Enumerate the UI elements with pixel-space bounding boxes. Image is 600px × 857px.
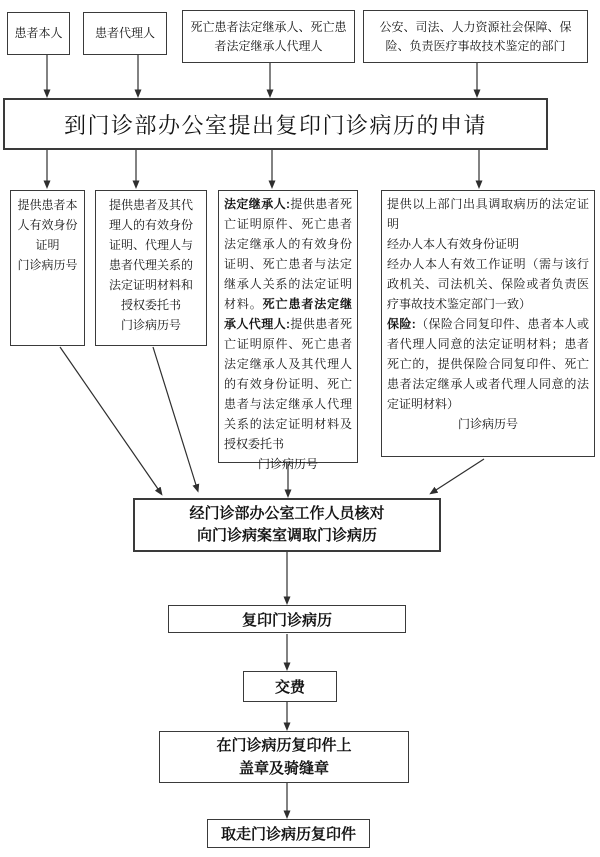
requirement-department-line2: 经办人本人有效身份证明 (387, 237, 520, 251)
requirement-patient-record-no: 门诊病历号 (17, 258, 78, 272)
requirement-agent-body: 提供患者及其代理人的有效身份证明、代理人与患者代理关系的法定证明材料和授权委托书 (108, 198, 193, 312)
requirement-department-record-no: 门诊病历号 (457, 417, 518, 431)
source-label-departments: 公安、司法、人力资源社会保障、保险、负责医疗事故技术鉴定的部门 (379, 19, 572, 53)
source-label-agent: 患者代理人 (94, 26, 155, 40)
requirement-heir-body1: 提供患者死亡证明原件、死亡患者法定继承人的有效身份证明、死亡患者与法定继承人关系的法定证明材料。 (224, 197, 352, 311)
requirement-agent-record-no: 门诊病历号 (120, 318, 181, 332)
requirement-heir-text (224, 194, 352, 454)
copy-step-box (168, 605, 406, 633)
requirement-box-patient (10, 190, 85, 346)
requirement-box-heir (218, 190, 358, 471)
requirement-department-line1: 提供以上部门出具调取病历的法定证明 (387, 197, 589, 231)
requirement-heir-heading1: 法定继承人: (224, 197, 290, 211)
verify-line1: 经门诊部办公室工作人员核对 (189, 505, 385, 522)
stamp-step-line1: 在门诊病历复印件上 (216, 737, 352, 754)
source-box-departments (363, 10, 588, 63)
verify-line2: 向门诊病案室调取门诊病历 (196, 527, 377, 544)
take-step-label: 取走门诊病历复印件 (220, 826, 356, 843)
arrow-req-agent-to-verify (153, 347, 196, 485)
arrow-req-patient-to-verify (60, 347, 158, 489)
requirement-department-insurance (387, 314, 589, 414)
take-step-box (207, 819, 370, 848)
source-box-heirs (182, 10, 355, 63)
requirement-box-department (381, 190, 595, 457)
pay-step-box (243, 671, 337, 702)
stamp-step-line2: 盖章及骑缝章 (238, 760, 329, 777)
requirement-heir-body2: 提供患者死亡证明原件、死亡患者法定继承人及其代理人的有效身份证明、死亡患者与法定继承人代理关系的法定证明材料及授权委托书 (224, 317, 352, 451)
verify-label (189, 503, 384, 547)
requirement-department-insurance-body: （保险合同复印件、患者本人或者代理人同意的法定证明材料；患者死亡的，提供保险合同复印件、死亡患者法定继承人或者代理人同意的法定证明材料） (387, 317, 589, 411)
requirement-department-line3: 经办人本人有效工作证明（需与该行政机关、司法机关、保险或者负责医疗事故技术鉴定部门一致） (387, 257, 589, 311)
source-box-patient (7, 12, 70, 55)
arrow-req-department-to-verify (436, 459, 484, 490)
requirement-patient-body: 提供患者本人有效身份证明 (17, 198, 78, 252)
source-box-agent (83, 12, 167, 55)
copy-step-label: 复印门诊病历 (241, 611, 332, 629)
source-label-heirs: 死亡患者法定继承人、死亡患者法定继承人代理人 (190, 19, 347, 53)
requirement-heir-heading2: 死亡患者法定继承人代理人: (224, 297, 352, 331)
source-label-patient: 患者本人 (14, 26, 63, 40)
requirement-box-agent (95, 190, 207, 346)
requirement-department-insurance-heading: 保险: (387, 317, 416, 331)
application-box (3, 98, 548, 150)
application-label: 到门诊部办公室提出复印门诊病历的申请 (63, 112, 487, 138)
verify-box (133, 498, 441, 552)
stamp-step-box (159, 731, 409, 783)
requirement-heir-record-no: 门诊病历号 (257, 457, 318, 471)
stamp-step-label (216, 734, 351, 780)
pay-step-label: 交费 (274, 679, 305, 696)
